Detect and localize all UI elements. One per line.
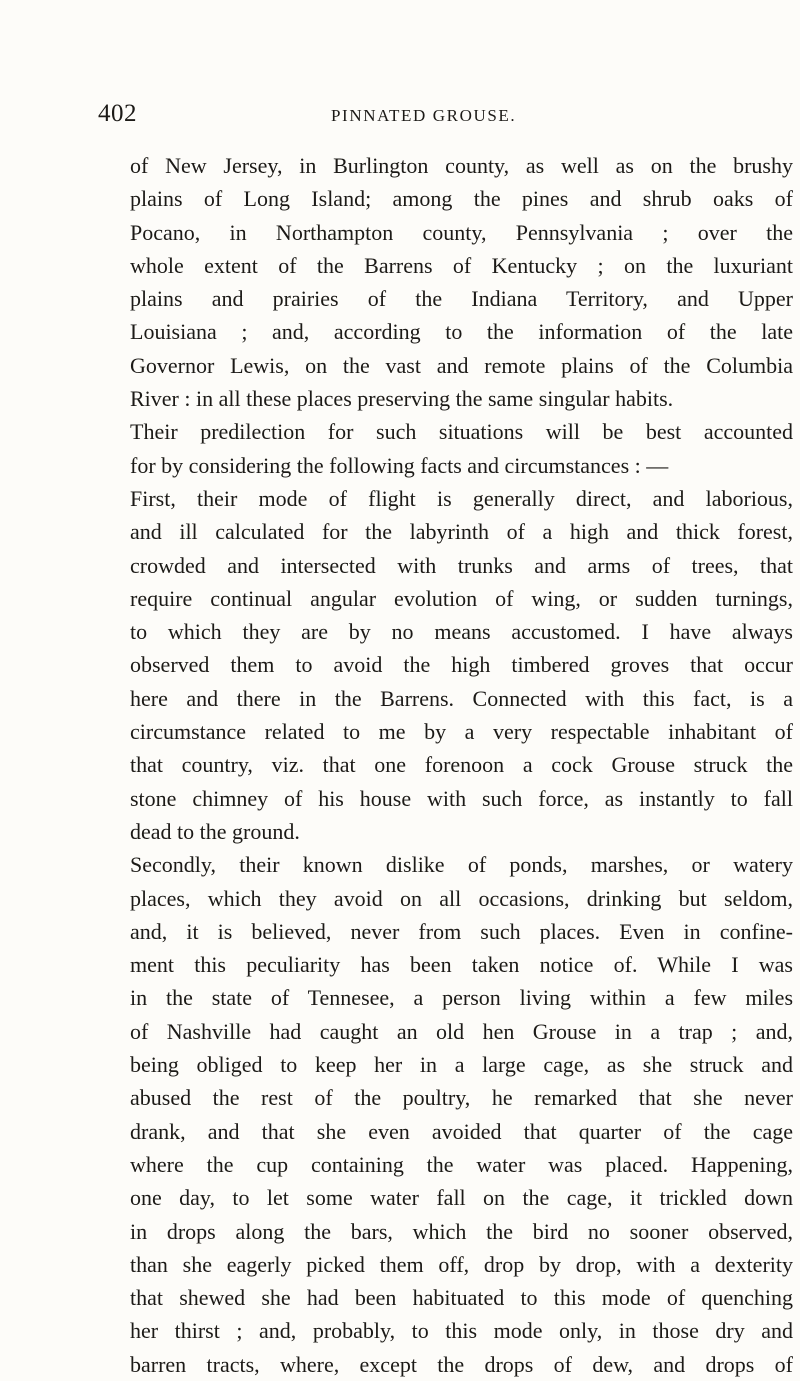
text-line: that shewed she had been habituated to this mode of quenching (130, 1285, 793, 1311)
text-line: drank, and that she even avoided that quarter of the cage (130, 1118, 793, 1144)
text-line: barren tracts, where, except the drops of dew, and drops of (130, 1351, 793, 1377)
page-number: 402 (98, 100, 137, 127)
text-line: circumstance related to me by a very respectable inhabitant of (130, 719, 793, 745)
page-header (0, 100, 800, 140)
text-line: of Nashville had caught an old hen Grouse in a trap ; and, (130, 1018, 793, 1044)
text-line: where the cup containing the water was placed. Happening, (130, 1151, 793, 1177)
text-line: River : in all these places preserving the same singular habits. (130, 386, 674, 412)
text-line: in drops along the bars, which the bird no sooner observed, (130, 1218, 793, 1244)
text-line: and, it is believed, never from such places. Even in confine- (130, 918, 793, 944)
text-line: here and there in the Barrens. Connected with this fact, is a (130, 685, 793, 711)
text-line: being obliged to keep her in a large cage, as she struck and (130, 1052, 793, 1078)
text-line: Their predilection for such situations will be best accounted (130, 419, 793, 445)
text-line: one day, to let some water fall on the cage, it trickled down (130, 1185, 793, 1211)
text-line: Louisiana ; and, according to the information of the late (130, 319, 793, 345)
text-line: her thirst ; and, probably, to this mode only, in those dry and (130, 1318, 793, 1344)
text-line: require continual angular evolution of wing, or sudden turnings, (130, 585, 793, 611)
text-line: observed them to avoid the high timbered groves that occur (130, 652, 793, 678)
text-line: to which they are by no means accustomed. I have always (130, 619, 793, 645)
text-line: crowded and intersected with trunks and arms of trees, that (130, 552, 793, 578)
text-line: dead to the ground. (130, 818, 300, 844)
text-line: of New Jersey, in Burlington county, as well as on the brushy (130, 153, 793, 178)
text-line: places, which they avoid on all occasions, drinking but seldom, (130, 885, 793, 911)
text-line: plains and prairies of the Indiana Territory, and Upper (130, 286, 793, 312)
text-line: abused the rest of the poultry, he remarked that she never (130, 1085, 793, 1111)
text-line: that country, viz. that one forenoon a cock Grouse struck the (130, 752, 793, 778)
text-line: Secondly, their known dislike of ponds, marshes, or watery (130, 852, 793, 878)
body-text (130, 149, 793, 1381)
text-line: whole extent of the Barrens of Kentucky ; on the luxuriant (130, 252, 793, 278)
text-line: ment this peculiarity has been taken notice of. While I was (130, 952, 793, 978)
text-line: than she eagerly picked them off, drop by drop, with a dexterity (130, 1251, 793, 1277)
text-line: Governor Lewis, on the vast and remote plains of the Columbia (130, 352, 793, 378)
text-line: Pocano, in Northampton county, Pennsylvania ; over the (130, 219, 793, 245)
text-line: plains of Long Island; among the pines and shrub oaks of (130, 186, 793, 212)
text-line: and ill calculated for the labyrinth of a high and thick forest, (130, 519, 793, 545)
text-line: for by considering the following facts and circumstances : — (130, 452, 669, 478)
running-title: PINNATED GROUSE. (331, 106, 517, 125)
text-line: in the state of Tennesee, a person living within a few miles (130, 985, 793, 1011)
text-line: stone chimney of his house with such force, as instantly to fall (130, 785, 793, 811)
text-line: First, their mode of flight is generally direct, and laborious, (130, 485, 793, 511)
